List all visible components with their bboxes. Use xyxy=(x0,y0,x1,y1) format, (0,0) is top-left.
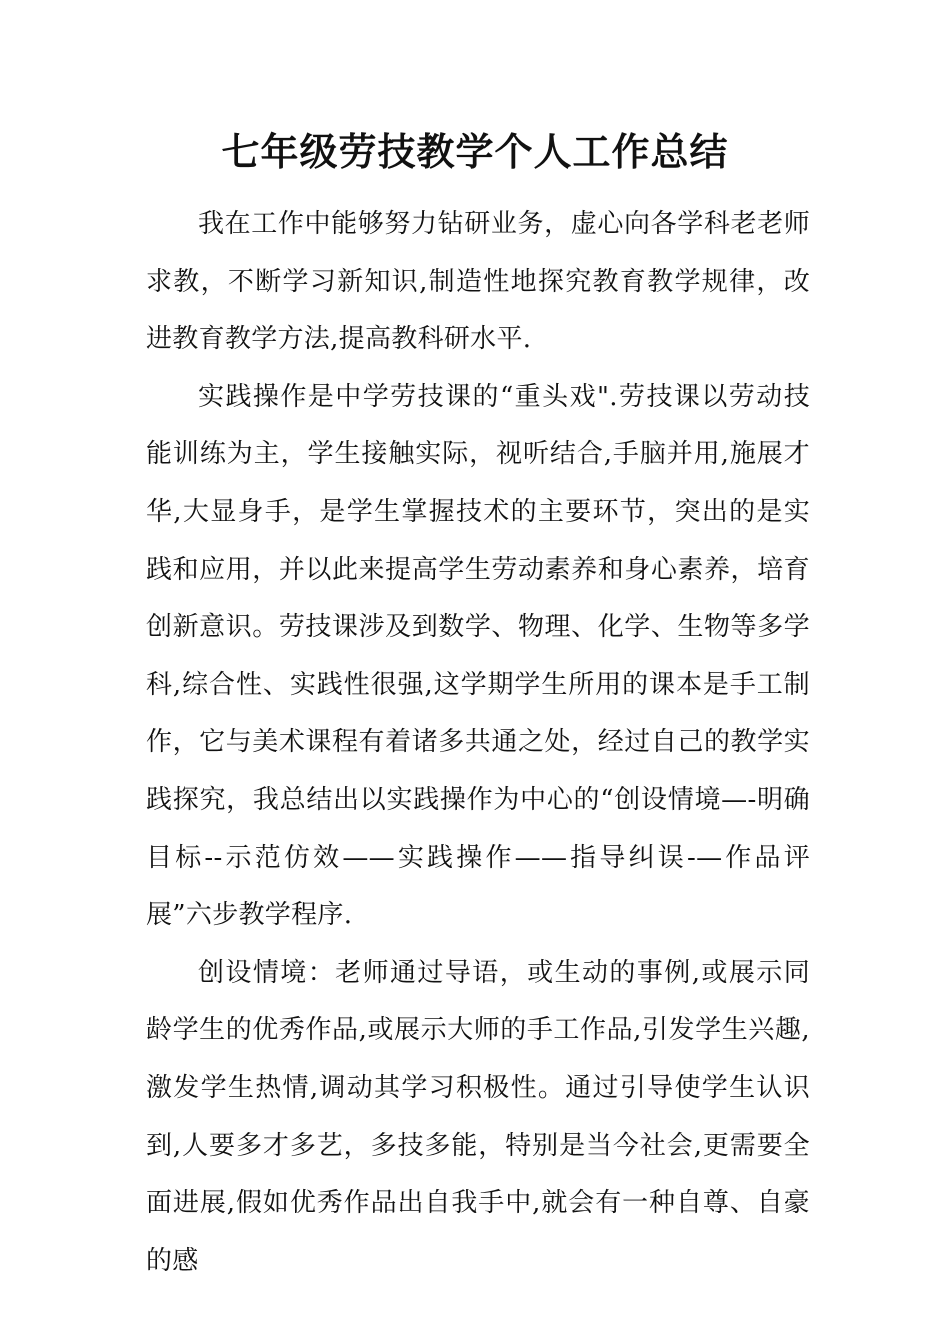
document-body xyxy=(146,196,810,1290)
paragraph-3: 创设情境：老师通过导语，或生动的事例,或展示同龄学生的优秀作品,或展示大师的手工作品,引发学生兴趣,激发学生热情,调动其学习积极性。通过引导使学生认识到,人要多才多艺，多技多能，特别是当今社会,更需要全面进展,假如优秀作品出自我手中,就会有一种自尊、自豪的感 xyxy=(146,957,810,1276)
paragraph-1: 我在工作中能够努力钻研业务，虚心向各学科老老师求教，不断学习新知识,制造性地探究教育教学规律，改进教育教学方法,提高教科研水平. xyxy=(146,209,810,355)
document-title: 七年级劳技教学个人工作总结 xyxy=(221,129,729,174)
paragraph-2: 实践操作是中学劳技课的“重头戏".劳技课以劳动技能训练为主，学生接触实际，视听结合,手脑并用,施展才华,大显身手，是学生掌握技术的主要环节，突出的是实践和应用，并以此来提高学生劳动素养和身心素养，培育创新意识。劳技课涉及到数学、物理、化学、生物等多学科,综合性、实践性很强,这学期学生所用的课本是手工制作，它与美术课程有着诸多共通之处，经过自己的教学实践探究，我总结出以实践操作为中心的“创设情境—-明确目标--示范仿效——实践操作——指导纠误-—作品评展”六步教学程序. xyxy=(146,381,810,931)
